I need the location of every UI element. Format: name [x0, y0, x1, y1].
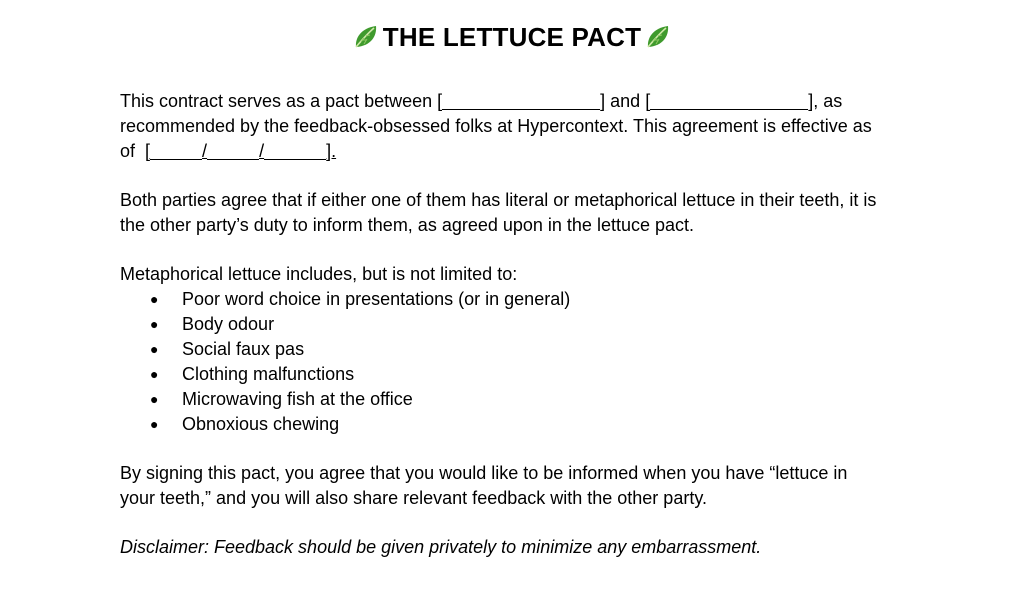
date-prefix: of: [120, 141, 136, 161]
disclaimer: Disclaimer: Feedback should be given privately to minimize any embarrassment.: [120, 537, 762, 557]
title-text: THE LETTUCE PACT: [382, 22, 642, 52]
list-item: ● Poor word choice in presentations (or in general): [150, 287, 940, 312]
metaphorical-lettuce-list: [120, 287, 940, 437]
party-one-blank[interactable]: [442, 92, 600, 110]
duty-line-1: Both parties agree that if either one of them has literal or metaphorical lettuce in their teeth, it is: [120, 190, 877, 210]
date-close-bracket: ].: [326, 141, 337, 161]
document-body: [120, 89, 940, 560]
list-item: ● Microwaving fish at the office: [150, 387, 940, 412]
list-item: ● Body odour: [150, 312, 940, 337]
lettuce-leaf-icon: [353, 24, 379, 50]
list-item: ● Social faux pas: [150, 337, 940, 362]
intro-paragraph: [120, 89, 940, 164]
date-separator: /: [202, 141, 208, 161]
duty-paragraph: [120, 188, 940, 238]
signing-line-1: By signing this pact, you agree that you would like to be informed when you have “lettuce in: [120, 463, 848, 483]
list-item: ● Clothing malfunctions: [150, 362, 940, 387]
intro-line-2: recommended by the feedback-obsessed folks at Hypercontext. This agreement is effective as: [120, 116, 872, 136]
date-field[interactable]: [145, 141, 336, 161]
intro-text-a: This contract serves as a pact between [: [120, 91, 443, 111]
lettuce-leaf-icon: [645, 24, 671, 50]
duty-line-2: the other party’s duty to inform them, as agreed upon in the lettuce pact.: [120, 215, 695, 235]
signing-paragraph: [120, 461, 940, 511]
date-open-bracket: [: [145, 141, 151, 161]
list-item: ● Obnoxious chewing: [150, 412, 940, 437]
signing-line-2: your teeth,” and you will also share relevant feedback with the other party.: [120, 488, 707, 508]
date-month-blank[interactable]: [207, 142, 259, 160]
date-day-blank[interactable]: [150, 142, 202, 160]
date-separator: /: [259, 141, 265, 161]
list-intro: Metaphorical lettuce includes, but is not limited to:: [120, 264, 518, 284]
party-two-blank[interactable]: [650, 92, 808, 110]
page-title: [0, 18, 1024, 56]
date-year-blank[interactable]: [264, 142, 326, 160]
intro-text-b: ] and [: [600, 91, 651, 111]
intro-text-c: ], as: [808, 91, 843, 111]
